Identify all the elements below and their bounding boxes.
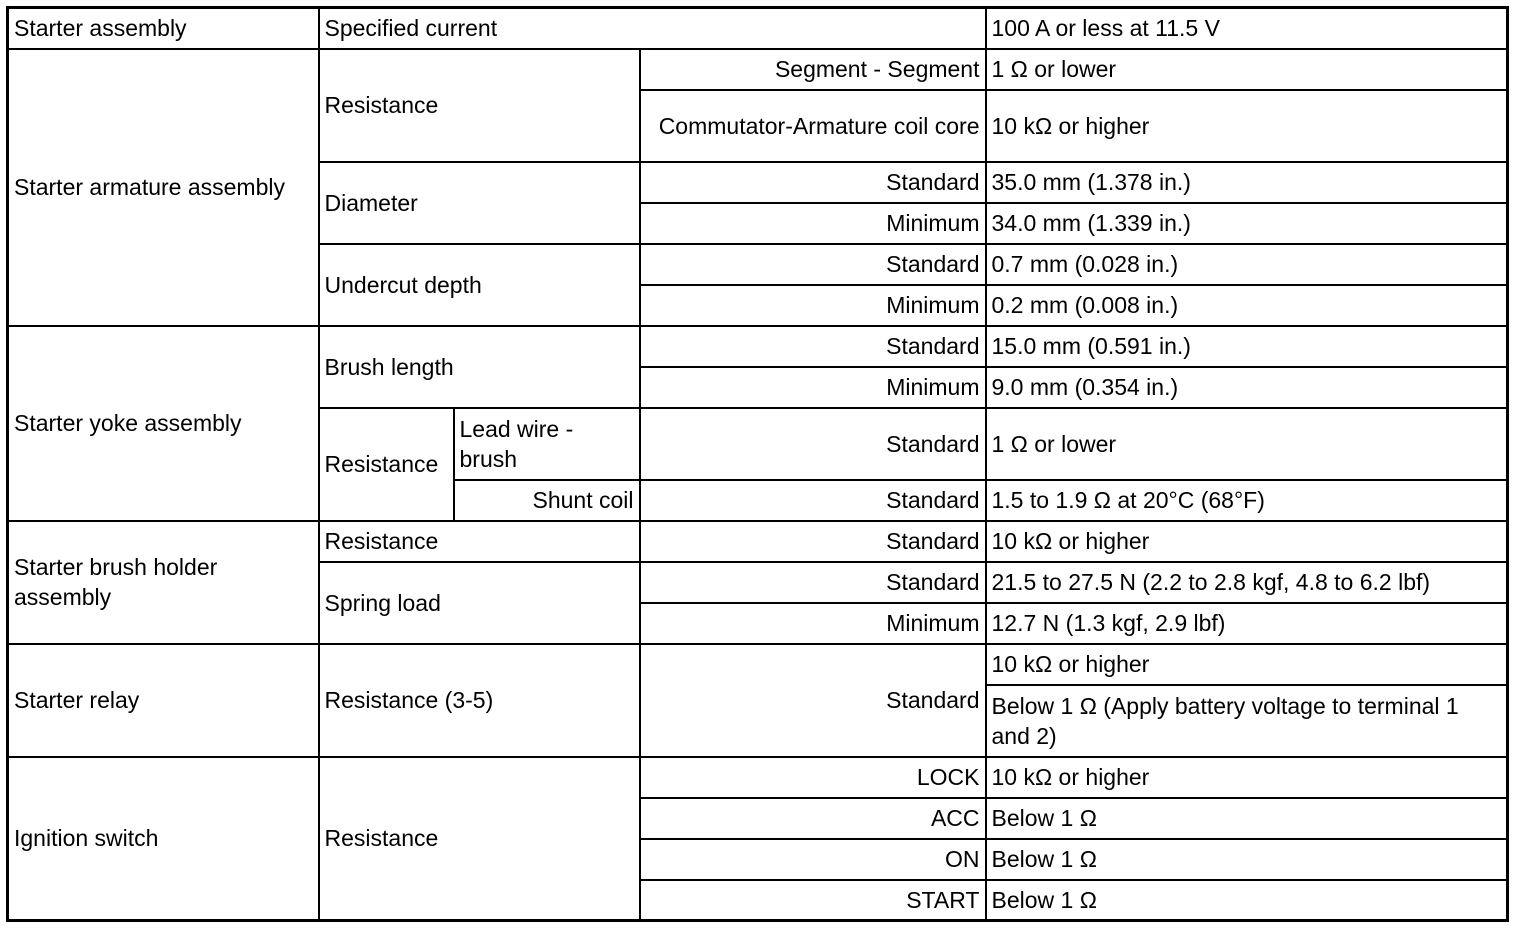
starter-spec-table <box>6 6 1509 922</box>
table-row <box>8 521 1508 562</box>
table-row <box>8 8 1508 49</box>
table-row <box>8 326 1508 367</box>
condition-label: Standard <box>640 162 986 203</box>
item-label: Undercut depth <box>319 244 640 326</box>
component-label: Starter relay <box>8 644 319 757</box>
condition-label: START <box>640 880 986 921</box>
table-row <box>8 757 1508 798</box>
sub-item-label: Shunt coil <box>454 480 640 521</box>
item-label: Resistance <box>319 757 640 921</box>
condition-label: Minimum <box>640 367 986 408</box>
spec-value: 9.0 mm (0.354 in.) <box>986 367 1508 408</box>
item-label: Brush length <box>319 326 640 408</box>
spec-value: 0.2 mm (0.008 in.) <box>986 285 1508 326</box>
spec-value: 10 kΩ or higher <box>986 521 1508 562</box>
spec-value: 1.5 to 1.9 Ω at 20°C (68°F) <box>986 480 1508 521</box>
spec-value: Below 1 Ω <box>986 880 1508 921</box>
component-label: Ignition switch <box>8 757 319 921</box>
spec-value: Below 1 Ω (Apply battery voltage to terminal 1 and 2) <box>986 685 1508 757</box>
condition-label: ACC <box>640 798 986 839</box>
item-label: Resistance <box>319 521 640 562</box>
spec-value: 1 Ω or lower <box>986 49 1508 90</box>
condition-label: Segment - Segment <box>640 49 986 90</box>
item-label: Specified current <box>319 8 986 49</box>
spec-value: 21.5 to 27.5 N (2.2 to 2.8 kgf, 4.8 to 6.2 lbf) <box>986 562 1508 603</box>
spec-value: 10 kΩ or higher <box>986 757 1508 798</box>
table-row <box>8 644 1508 685</box>
spec-value: 1 Ω or lower <box>986 408 1508 480</box>
spec-value: 12.7 N (1.3 kgf, 2.9 lbf) <box>986 603 1508 644</box>
sub-item-label: Lead wire - brush <box>454 408 640 480</box>
condition-label: ON <box>640 839 986 880</box>
item-label: Resistance <box>319 49 640 162</box>
spec-sheet <box>6 6 1509 922</box>
spec-value: 10 kΩ or higher <box>986 90 1508 162</box>
spec-value: 35.0 mm (1.378 in.) <box>986 162 1508 203</box>
condition-label: Minimum <box>640 603 986 644</box>
condition-label: Commutator-Armature coil core <box>640 90 986 162</box>
component-label: Starter assembly <box>8 8 319 49</box>
item-label: Resistance (3-5) <box>319 644 640 757</box>
item-label: Diameter <box>319 162 640 244</box>
condition-label: LOCK <box>640 757 986 798</box>
spec-value: 100 A or less at 11.5 V <box>986 8 1508 49</box>
item-label: Resistance <box>319 408 454 521</box>
spec-value: Below 1 Ω <box>986 798 1508 839</box>
table-row <box>8 49 1508 90</box>
item-label: Spring load <box>319 562 640 644</box>
condition-label: Minimum <box>640 285 986 326</box>
condition-label: Minimum <box>640 203 986 244</box>
condition-label: Standard <box>640 562 986 603</box>
condition-label: Standard <box>640 408 986 480</box>
spec-value: 0.7 mm (0.028 in.) <box>986 244 1508 285</box>
condition-label: Standard <box>640 244 986 285</box>
condition-label: Standard <box>640 480 986 521</box>
component-label: Starter brush holder assembly <box>8 521 319 644</box>
condition-label: Standard <box>640 644 986 757</box>
spec-value: 15.0 mm (0.591 in.) <box>986 326 1508 367</box>
condition-label: Standard <box>640 521 986 562</box>
component-label: Starter armature assembly <box>8 49 319 326</box>
spec-value: 10 kΩ or higher <box>986 644 1508 685</box>
condition-label: Standard <box>640 326 986 367</box>
spec-value: 34.0 mm (1.339 in.) <box>986 203 1508 244</box>
spec-value: Below 1 Ω <box>986 839 1508 880</box>
component-label: Starter yoke assembly <box>8 326 319 521</box>
